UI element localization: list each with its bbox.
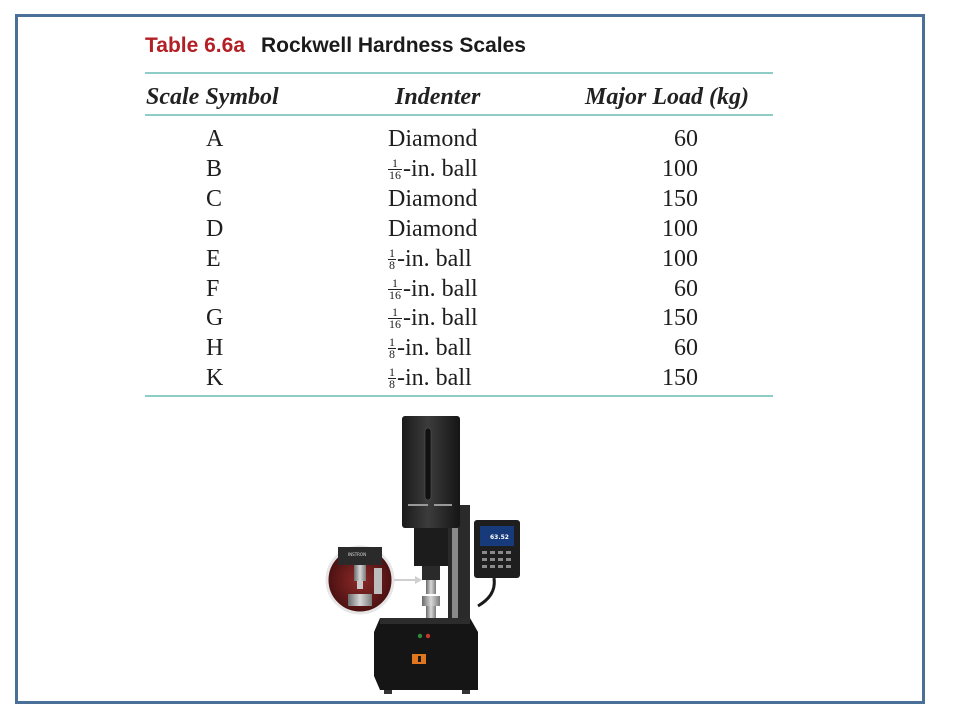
major-load-cell: 150 — [662, 365, 698, 391]
indenter-cell — [388, 244, 472, 274]
fraction-numerator: 1 — [392, 304, 398, 319]
indenter-text: Diamond — [388, 216, 478, 242]
indenter-text: -in. ball — [397, 335, 472, 361]
ball-diameter-fraction — [388, 334, 396, 361]
fraction-numerator: 1 — [389, 364, 395, 379]
indenter-cell — [388, 214, 477, 244]
ball-diameter-fraction — [388, 245, 396, 272]
column-header-indenter: Indenter — [395, 84, 481, 110]
ball-diameter-fraction — [388, 275, 402, 302]
inset-brand-label: INSTRON — [348, 552, 367, 557]
indenter-cell — [388, 124, 477, 154]
fraction-numerator: 1 — [392, 275, 398, 290]
scale-symbol-cell: B — [206, 156, 223, 182]
scale-symbol-cell: A — [206, 126, 224, 152]
major-load-cell: 100 — [662, 216, 698, 242]
indenter-text: -in. ball — [403, 305, 478, 331]
anvil — [422, 596, 440, 606]
ball-diameter-fraction — [388, 304, 402, 331]
major-load-cell: 60 — [674, 276, 698, 302]
fraction-denominator: 16 — [389, 316, 401, 331]
scale-symbol-cell: K — [206, 365, 224, 391]
scale-symbol-cell: D — [206, 216, 224, 242]
fraction-denominator: 8 — [389, 346, 395, 361]
table-number: Table 6.6a — [145, 34, 245, 57]
fraction-numerator: 1 — [389, 334, 395, 349]
scale-symbol-cell: E — [206, 246, 221, 272]
indenter-cell — [388, 184, 477, 214]
table-top-rule — [145, 72, 773, 74]
table-caption — [145, 34, 526, 58]
indenter-text: -in. ball — [403, 156, 478, 182]
table-bottom-rule — [145, 395, 773, 397]
fraction-numerator: 1 — [392, 155, 398, 170]
major-load-cell: 100 — [662, 246, 698, 272]
rockwell-tester-photo — [322, 410, 528, 705]
column-header-major-load: Major Load (kg) — [585, 84, 749, 110]
column-header-scale-symbol: Scale Symbol — [146, 84, 279, 110]
indenter-cell — [388, 363, 472, 393]
scale-symbol-cell: C — [206, 186, 223, 212]
major-load-cell: 60 — [674, 335, 698, 361]
major-load-cell: 100 — [662, 156, 698, 182]
indenter-cell — [388, 274, 478, 304]
fraction-denominator: 8 — [389, 376, 395, 391]
table-header-rule — [145, 114, 773, 116]
major-load-cell: 150 — [662, 305, 698, 331]
scale-symbol-cell: G — [206, 305, 224, 331]
indenter-text: -in. ball — [397, 365, 472, 391]
indenter-text: -in. ball — [403, 276, 478, 302]
display-readout: 63.52 — [490, 534, 509, 541]
indenter-cell — [388, 154, 478, 184]
indenter-cell — [388, 333, 472, 363]
fraction-denominator: 16 — [389, 167, 401, 182]
scale-symbol-cell: F — [206, 276, 220, 302]
ball-diameter-fraction — [388, 155, 402, 182]
indenter-cell — [388, 303, 478, 333]
major-load-cell: 150 — [662, 186, 698, 212]
indenter-text: -in. ball — [397, 246, 472, 272]
indenter-text: Diamond — [388, 186, 478, 212]
major-load-cell: 60 — [674, 126, 698, 152]
fraction-denominator: 8 — [389, 257, 395, 272]
ball-diameter-fraction — [388, 364, 396, 391]
fraction-numerator: 1 — [389, 245, 395, 260]
table-title: Rockwell Hardness Scales — [261, 34, 526, 57]
fraction-denominator: 16 — [389, 287, 401, 302]
indenter-text: Diamond — [388, 126, 478, 152]
scale-symbol-cell: H — [206, 335, 224, 361]
